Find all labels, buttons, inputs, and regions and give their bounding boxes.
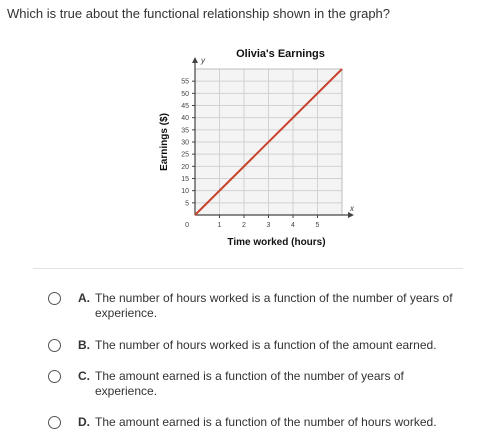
y-tick-label: 40 — [181, 115, 189, 123]
x-axis-letter: x — [350, 204, 354, 213]
radio-a[interactable] — [48, 292, 61, 305]
choice-a-text: The number of hours worked is a function of the number of years of experience. — [95, 291, 453, 320]
choice-a[interactable] — [48, 291, 478, 323]
choice-d-text: The amount earned is a function of the number of hours worked. — [95, 415, 437, 429]
radio-b[interactable] — [48, 339, 61, 352]
y-tick-label: 35 — [181, 127, 189, 135]
y-tick-label: 10 — [181, 188, 189, 196]
choice-b-text: The number of hours worked is a function of the amount earned. — [95, 338, 437, 352]
question-text: Which is true about the functional relationship shown in the graph? — [7, 6, 391, 21]
y-axis-label: Earnings ($) — [159, 113, 170, 171]
x-tick-label: 1 — [217, 222, 222, 229]
choice-c-text: The amount earned is a function of the number of years of experience. — [95, 369, 404, 398]
radio-c[interactable] — [48, 370, 61, 383]
chart-svg — [150, 42, 365, 252]
x-tick-label: 2 — [242, 222, 246, 229]
divider — [33, 268, 463, 269]
choice-d-letter: D. — [78, 415, 90, 429]
y-axis-arrow — [192, 57, 198, 63]
earnings-chart — [150, 42, 365, 252]
choice-a-letter: A. — [78, 291, 90, 305]
x-tick-label: 5 — [315, 222, 320, 229]
chart-title: Olivia's Earnings — [236, 48, 325, 60]
choice-b[interactable] — [48, 338, 478, 354]
y-tick-label: 25 — [181, 151, 189, 159]
y-tick-label: 20 — [181, 163, 189, 171]
y-tick-label: 5 — [185, 200, 189, 208]
radio-d[interactable] — [48, 416, 61, 429]
y-tick-label: 30 — [181, 139, 189, 147]
choice-d[interactable] — [48, 415, 478, 431]
y-axis-letter: y — [201, 56, 205, 65]
choice-c[interactable] — [48, 369, 478, 401]
origin-label: 0 — [185, 222, 189, 229]
x-axis-label: Time worked (hours) — [227, 237, 326, 248]
y-tick-label: 55 — [181, 78, 189, 86]
choice-c-letter: C. — [78, 369, 90, 383]
choice-b-letter: B. — [78, 338, 90, 352]
y-tick-label: 50 — [181, 90, 189, 98]
y-tick-label: 15 — [181, 176, 189, 183]
y-tick-label: 45 — [181, 103, 189, 110]
x-tick-label: 4 — [291, 222, 295, 229]
x-tick-label: 3 — [266, 222, 271, 229]
